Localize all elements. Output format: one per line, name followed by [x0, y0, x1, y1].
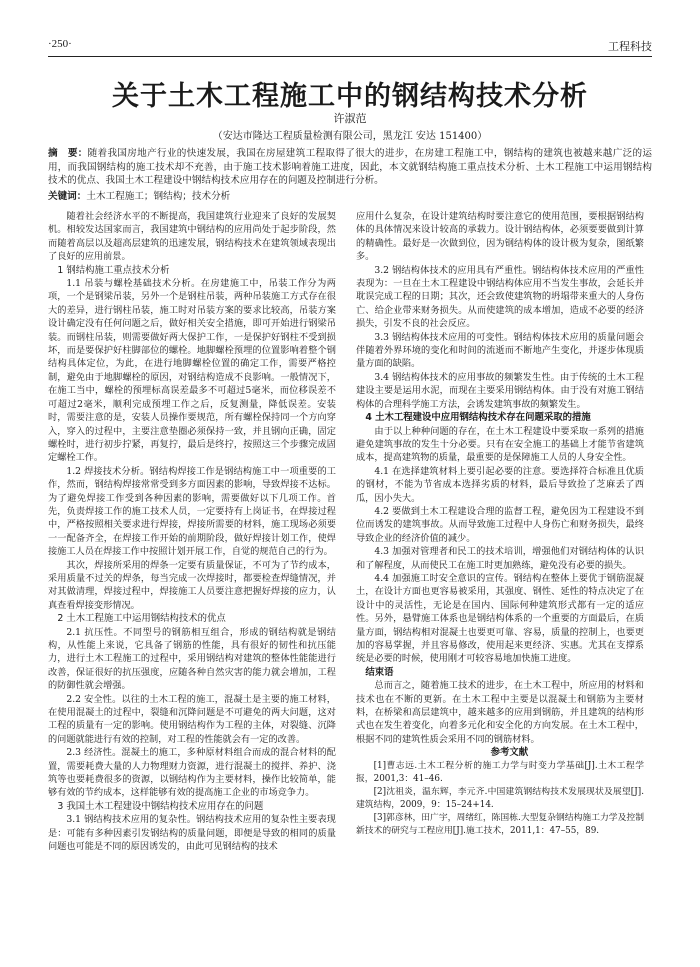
keywords-label: 关键词：: [48, 191, 87, 202]
page-header: [48, 38, 652, 54]
section-heading: 结束语: [365, 666, 394, 678]
paragraph: 1.1 吊装与螺栓基础技术分析。在房建施工中，吊装工作分为两项，一个是钢梁吊装，另外一个是钢柱吊装，两种吊装施工方式存在很大的差异，进行钢柱吊装，施工时对吊装方案的要求比较高，吊装方案设计确定没有任何问题之后，做好相关安全措施，即可开始进行钢梁吊装。而钢柱吊装，则需要做好两大保护工作，一是保护好钢柱不受到损坏，而是要保护好柱脚部位的螺栓。地脚螺栓预埋的位置影响着整个钢结构具体定位，为此，在进行地脚螺栓位置的确定工作，需要严格控制，避免由于地脚螺栓的原因，对钢结构造成不良影响。一般情况下，在施工当中，螺栓的预埋标高误差最多不可超过5毫米，而位移误差不可超过2毫米，顺利完成预埋工作之后，反复测量，降低误差。安装时，需要注意的是，安装人员操作要规范，所有螺栓保持同一个方向穿入，穿入的过程中，主要注意垫圈必须保持一致，并且钢向正确，固定螺栓时，进行初步拧紧，再复拧，最后是终拧，按照这三个步骤完成固定螺栓工作。: [48, 278, 336, 464]
journal-name: 工程科技: [608, 40, 652, 53]
paragraph: 2.3 经济性。混凝土的施工，多种原材料组合而成的混合材料的配置，需要耗费大量的人力物理财力资源，进行混凝土的搅拌、养护、浇筑等也要耗费很多的资源，以钢结构作为主要材料，操作比较简单，能够有效的节约成本，这样能够有效的提高施工企业的市场竞争力。: [48, 747, 336, 799]
section-heading: 3 我国土木工程建设中钢结构技术应用存在的问题: [57, 800, 264, 812]
paragraph: 4.3 加强对管理者和民工的技术培训，增强他们对钢结构体的认识和了解程度，从而使民工在施工时更加熟练，避免没有必要的损失。: [356, 546, 644, 571]
paragraph: 总而言之，随着施工技术的进步，在土木工程中，所应用的材料和技术也在不断的更新。在土木工程中主要是以混凝土和钢筋为主要材料，在桥梁和高层建筑中，越来越多的应用到钢筋，并且建筑的结构形式也在发生着变化，向着多元化和安全化的方向发展。在土木工程中，根据不同的建筑性质会采用不同的钢筋材料。: [356, 680, 644, 745]
paragraph: 其次，焊接所采用的焊条一定要有质量保证，不可为了节约成本，采用质量不过关的焊条，每当完成一次焊接时，都要检查焊缝情况，并对其做清理，焊接过程中，焊接施工人员要注意把握好焊接的应力，认真查看焊接变形情况。: [48, 559, 336, 611]
paragraph: 随着社会经济水平的不断提高，我国建筑行业迎来了良好的发展契机。相较发达国家而言，我国建筑中钢结构的应用尚处于起步阶段，然而随着高层以及超高层建筑的迅速发展，钢结构技术在建筑领域表现出了良好的应用前景。: [48, 211, 336, 263]
abstract-text: 随着我国房地产行业的快速发展，我国在房屋建筑工程取得了很大的进步，在房建工程施工中，钢结构的建筑也被越来越广泛的运用，而我国钢结构的施工技术却不充善，由于施工技术影响着施工进度，因此，本文就钢结构施工重点技术分析、土木工程施工中运用钢结构技术的优点、我国土木工程建设中钢结构技术应用存在的问题及控制进行分析。: [48, 148, 653, 186]
paragraph: 3.1 钢结构技术应用的复杂性。钢结构技术应用的复杂性主要表现是：可能有多种因素引发钢结构的质量问题，即便是导致的相同的质量问题也可能是不同的原因诱发的，由此可见钢结构的技术: [48, 814, 336, 853]
references-list: [356, 760, 644, 838]
reference-item: [1]曹志远.土木工程分析的施工力学与时变力学基础[J].土木工程学报，2001,3：41–46.: [356, 761, 644, 785]
affiliation: （安达市隆达工程质量检测有限公司，黑龙江 安达 151400）: [212, 131, 488, 142]
right-column-body: [356, 210, 644, 746]
references: [356, 746, 644, 838]
reference-item: [3]郭彦林，田广宇，周绪红，陈国栋.大型复杂钢结构施工力学及控制新技术的研究与工程应用[J].施工技术，2011,1：47–55，89.: [356, 813, 644, 837]
keywords: [48, 190, 652, 203]
paragraph: 应用什么复杂，在设计建筑结构时要注意它的使用范围，要根据钢结构体的具体情况来设计较高的承载力。设计钢结构体，必须要要做到计算的精确性。最好是一次做到位，因为钢结构体的设计极为复杂，图纸繁多。: [356, 211, 644, 263]
paragraph: 2.2 安全性。以往的土木工程的施工，混凝土是主要的施工材料，在使用混凝土的过程中，裂缝和沉降问题是不可避免的两大问题，这对工程的质量有一定的影响。使用钢结构作为工程的主体，对裂缝、沉降的问题就能进行有效的控制，对工程的性能就会有一定的改善。: [48, 693, 336, 745]
abstract-label: 摘 要：: [48, 148, 88, 159]
paragraph: 1.2 焊接技术分析。钢结构焊接工作是钢结构施工中一项重要的工作，然而，钢结构焊接常常受到多方面因素的影响，导致焊接不达标。为了避免焊接工作受到各种因素的影响，需要做好以下几项工作。首先，负责焊接工作的施工技术人员，一定要持有上岗证书，在焊接过程中，严格按照相关要求进行焊接，焊接所需要的材料，施工现场必须要一一配备齐全，在焊接工作开始的前期阶段，做好焊接计划工作，使焊接施工人员在焊接工作中按照计划开展工作，自觉的规范自己的行为。: [48, 465, 336, 558]
paragraph: 由于以上种种问题的存在，在土木工程建设中要采取一系列的措施避免建筑事故的发生十分必要。只有在安全施工的基础上才能节省建筑成本，提高建筑物的质量，最重要的是保障施工人员的人身安全性。: [356, 425, 644, 464]
abstract: [48, 147, 652, 188]
right-column: [356, 210, 644, 838]
paragraph: 3.3 钢结构体技术应用的可变性。钢结构体技术应用的质量问题会伴随着外界环境的变化和时间的流逝而不断地产生变化，并逐步体现质量方面的缺陷。: [356, 331, 644, 370]
article-title: 关于土木工程施工中的钢结构技术分析: [112, 81, 588, 112]
paragraph: 3.2 钢结构体技术的应用具有严重性。钢结构体技术应用的严重性表现为：一旦在土木工程建设中钢结构体应用不当发生事故，会延长并耽误完成工程的日期；其次，还会致使建筑物的坍塌带来重大的人身伤亡、给企业带来财务损失。从而使建筑的成本增加，造成不必要的经济损失，引发不良的社会反应。: [356, 264, 644, 330]
section-heading: 1 钢结构施工重点技术分析: [57, 264, 170, 276]
left-column: [48, 210, 336, 854]
paragraph: 2.1 抗压性。不同型号的钢筋相互组合，形成的钢结构就是钢结构，从性能上来说，它具备了钢筋的性能，具有很好的韧性和抗压能力，进行土木工程施工的过程中，采用钢结构对建筑的整体性能能进行改善，保证很好的抗压强度，应随各种自然灾害的能力就会增加，工程的防御性就会增强。: [48, 626, 336, 692]
paragraph: 4.4 加强施工时安全意识的宣传。钢结构在整体上要优于钢筋混凝土，在设计方面也更容易被采用，其强度、钢性、延性的特点决定了在设计中的灵活性，无论是在国内、国际何种建筑形式都有一定的适应性。另外，悬臂施工体系也是钢结构体系的一个重要的方面最后，在质量方面，钢结构相对混凝土也要更可靠、容易，质量的控制上，也要更加的容易掌握，并且容易修改，使用起来更经济、实惠。尤其在支撑系统是必要的时候，使用刚才可较容易地加快施工进度。: [356, 572, 644, 665]
paragraph: 4.1 在选择建筑材料上要引起必要的注意。要选择符合标准且优质的钢材，不能为节省成本选择劣质的材料，最后导致捡了芝麻丢了西瓜，因小失大。: [356, 465, 644, 504]
paragraph: 4.2 要做到土木工程建设合理的监督工程，避免因为工程建设不到位而诱发的建筑事故。从而导致施工过程中人身伤亡和财务损失，最终导致企业的经济价值的减少。: [356, 505, 644, 544]
header-rule: [48, 56, 652, 57]
reference-item: [2]沈祖炎，温东辉，李元齐.中国建筑钢结构技术发展现状及展望[J].建筑结构，2009，9：15–24+14.: [356, 787, 644, 811]
keywords-text: 土木工程施工；钢结构；技术分析: [86, 191, 231, 202]
section-heading: 2 土木工程施工中运用钢结构技术的优点: [57, 613, 226, 625]
page-number: ·250·: [48, 38, 72, 50]
paragraph: 3.4 钢结构体技术的应用事故的频繁发生性。由于传统的土木工程建设主要是运用水泥，而现在主要采用钢结构体。由于没有对施工钢结构体的合理科学施工方法，会诱发建筑事故的频繁发生。: [356, 371, 644, 410]
references-title: 参考文献: [490, 747, 529, 759]
author: 许淑范: [333, 112, 367, 125]
section-heading: 4 土木工程建设中应用钢结构技术存在问题采取的措施: [365, 412, 591, 424]
